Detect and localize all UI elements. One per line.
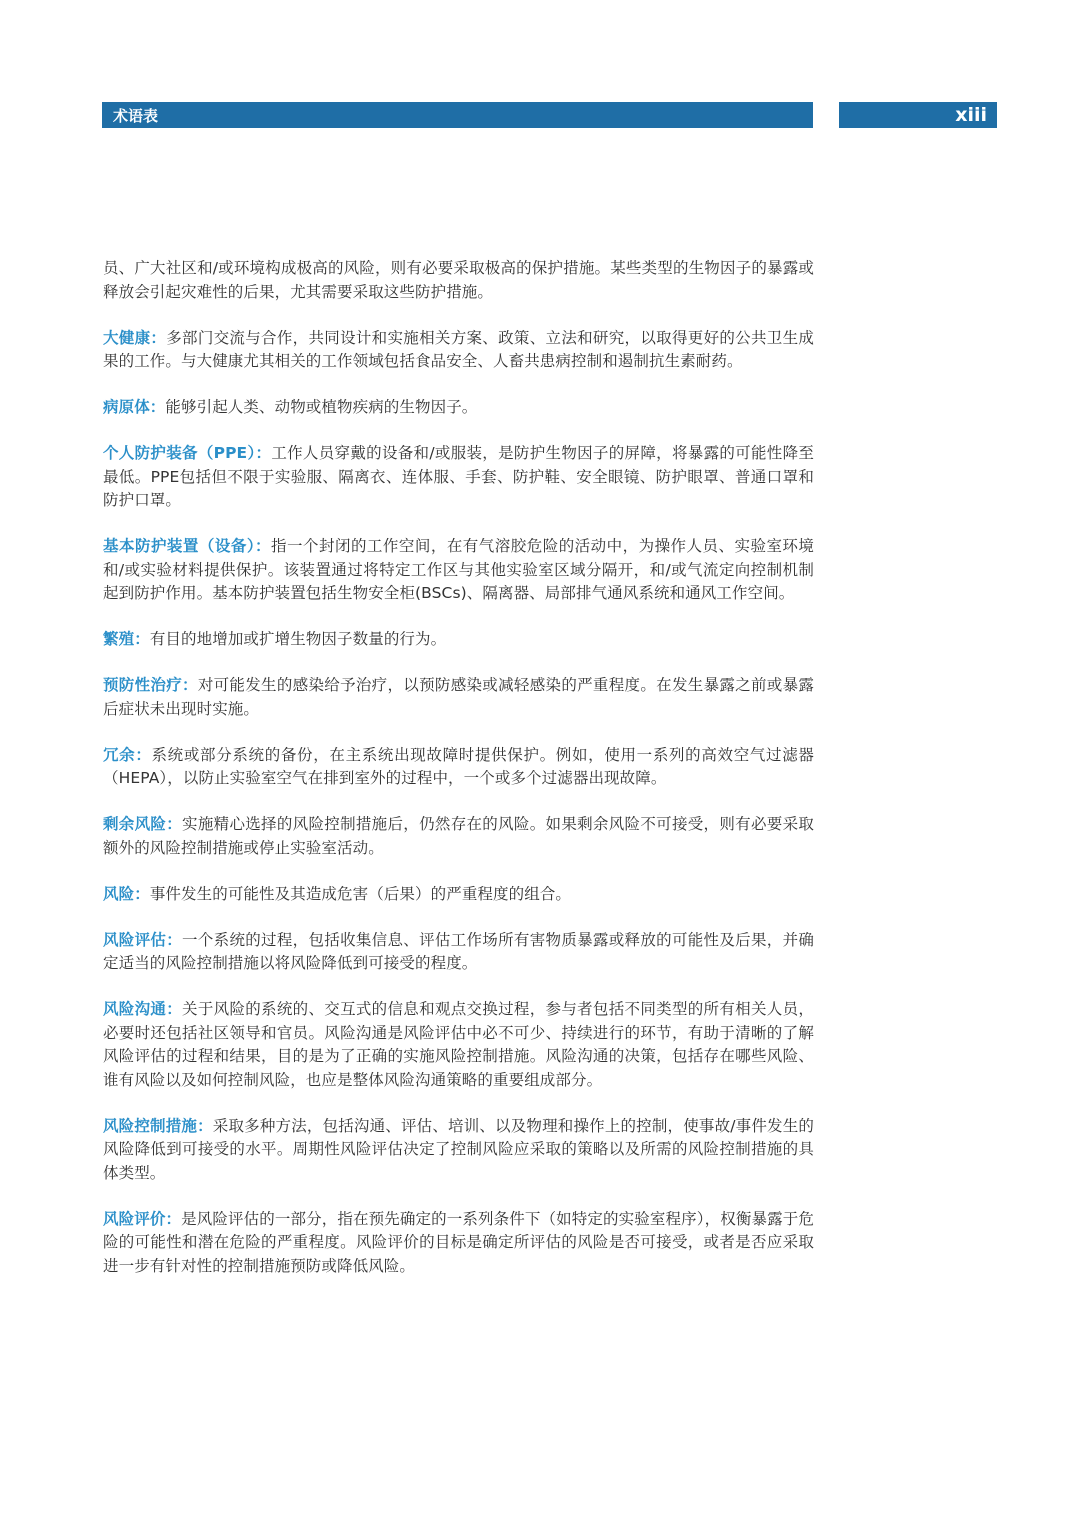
section-header-bar: [102, 102, 813, 128]
glossary-definition: 多部门交流与合作，共同设计和实施相关方案、政策、立法和研究，以取得更好的公共卫生成果的工作。与大健康尤其相关的工作领域包括食品安全、人畜共患病控制和遏制抗生素耐药。: [103, 328, 814, 370]
glossary-term: 风险评价：: [103, 1209, 182, 1228]
glossary-entry: [103, 535, 814, 606]
glossary-definition: 事件发生的可能性及其造成危害（后果）的严重程度的组合。: [149, 884, 572, 903]
glossary-entry: [103, 327, 814, 374]
glossary-term: 剩余风险：: [103, 815, 183, 833]
glossary-entry: [103, 883, 814, 907]
glossary-definition: 能够引起人类、动物或植物疾病的生物因子。: [165, 398, 478, 416]
glossary-content: [103, 257, 814, 1301]
glossary-term: 风险控制措施：: [103, 1116, 213, 1135]
glossary-entry: [103, 929, 814, 976]
glossary-definition: 关于风险的系统的、交互式的信息和观点交换过程，参与者包括不同类型的所有相关人员，必要时还包括社区领导和官员。风险沟通是风险评估中必不可少、持续进行的环节，有助于清晰的了解风险评估的过程和结果，目的是为了正确的实施风险控制措施。风险沟通的决策，包括存在哪些风险、谁有风险以及如何控制风险，也应是整体风险沟通策略的重要组成部分。: [103, 1000, 814, 1089]
glossary-entry: [103, 1115, 814, 1186]
glossary-term: 繁殖：: [103, 630, 150, 648]
glossary-entry: [103, 998, 814, 1092]
intro-paragraph: 员、广大社区和/或环境构成极高的风险，则有必要采取极高的保护措施。某些类型的生物因子的暴露或释放会引起灾难性的后果，尤其需要采取这些防护措施。: [103, 259, 814, 301]
glossary-term: 风险：: [103, 884, 150, 903]
glossary-definition: 有目的地增加或扩增生物因子数量的行为。: [149, 630, 447, 648]
glossary-term: 病原体：: [103, 398, 166, 416]
glossary-term: 冗余：: [103, 745, 152, 764]
glossary-entry: [103, 628, 814, 652]
glossary-definition: 指一个封闭的工作空间，在有气溶胶危险的活动中，为操作人员、实验室环境和/或实验材料提供保护。该装置通过将特定工作区与其他实验室区域分隔开，和/或气流定向控制机制起到防护作用。基本防护装置包括生物安全柜(BSCs)、隔离器、局部排气通风系统和通风工作空间。: [103, 537, 814, 602]
glossary-definition: 是风险评估的一部分，指在预先确定的一系列条件下（如特定的实验室程序），权衡暴露于危险的可能性和潜在危险的严重程度。风险评价的目标是确定所评估的风险是否可接受，或者是否应采取进一步有针对性的控制措施预防或降低风险。: [103, 1209, 814, 1275]
glossary-term: 预防性治疗：: [103, 676, 198, 694]
glossary-term: 大健康：: [103, 328, 167, 347]
glossary-definition: 采取多种方法，包括沟通、评估、培训、以及物理和操作上的控制，使事故/事件发生的风险降低到可接受的水平。周期性风险评估决定了控制风险应采取的策略以及所需的风险控制措施的具体类型。: [103, 1116, 815, 1182]
glossary-definition: 实施精心选择的风险控制措施后，仍然存在的风险。如果剩余风险不可接受，则有必要采取额外的风险控制措施或停止实验室活动。: [103, 815, 814, 857]
glossary-entry: [103, 396, 814, 420]
glossary-entry: [103, 442, 814, 513]
glossary-definition: 对可能发生的感染给予治疗，以预防感染或减轻感染的严重程度。在发生暴露之前或暴露后症状未出现时实施。: [103, 676, 814, 718]
glossary-entry: [103, 813, 814, 860]
section-title: 术语表: [113, 106, 159, 125]
glossary-term: 风险评估：: [103, 930, 183, 949]
glossary-entry: [103, 674, 814, 721]
glossary-entry: [103, 1208, 814, 1279]
glossary-definition: 一个系统的过程，包括收集信息、评估工作场所有害物质暴露或释放的可能性及后果，并确定适当的风险控制措施以将风险降低到可接受的程度。: [103, 930, 814, 972]
glossary-definition: 系统或部分系统的备份，在主系统出现故障时提供保护。例如，使用一系列的高效空气过滤器（HEPA），以防止实验室空气在排到室外的过程中，一个或多个过滤器出现故障。: [103, 745, 814, 787]
glossary-term: 风险沟通：: [103, 1000, 183, 1018]
glossary-term: 基本防护装置（设备）：: [103, 537, 272, 555]
glossary-term: 个人防护装备（PPE）：: [103, 444, 272, 462]
page-number-bar: [839, 102, 997, 128]
page-number: xiii: [955, 104, 987, 126]
glossary-definition: 工作人员穿戴的设备和/或服装，是防护生物因子的屏障，将暴露的可能性降至最低。PPE包括但不限于实验服、隔离衣、连体服、手套、防护鞋、安全眼镜、防护眼罩、普通口罩和防护口罩。: [103, 444, 814, 509]
glossary-entry: [103, 744, 814, 791]
